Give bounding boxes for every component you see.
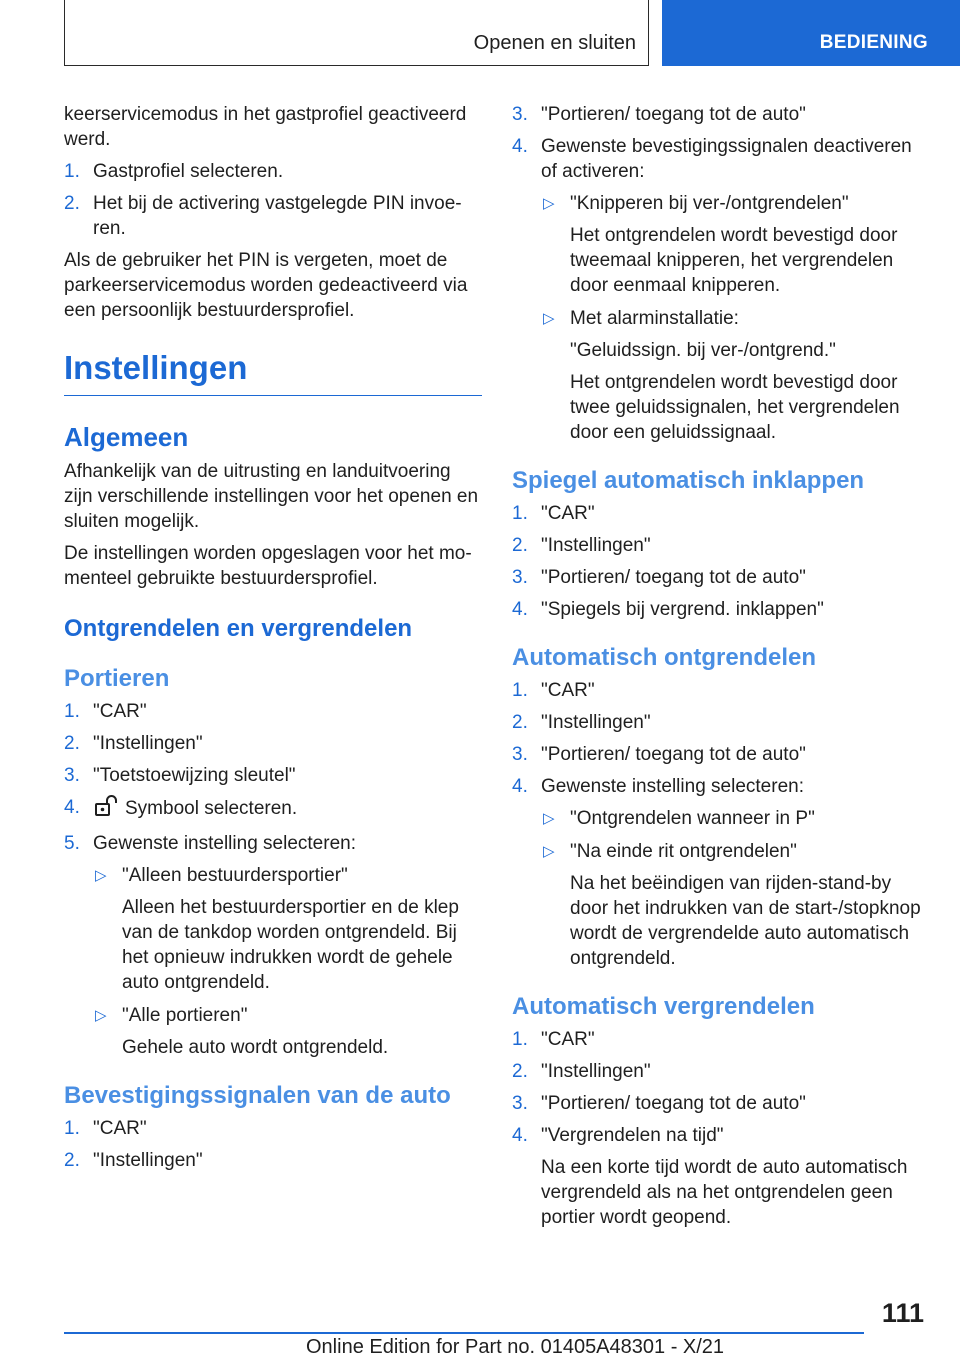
- bevestiging-steps-right: [512, 102, 932, 445]
- step-number: 4.: [512, 1125, 528, 1146]
- bullet-triangle-icon: ▷: [543, 843, 555, 860]
- bullet-triangle-icon: ▷: [543, 310, 555, 327]
- step-number: 3.: [64, 765, 80, 786]
- right-column: [512, 102, 932, 1237]
- intro-steps: [64, 159, 482, 241]
- page-number: 111: [881, 1298, 924, 1328]
- step-number: 2.: [512, 535, 528, 556]
- list-item: 4. Gewenste instelling selecteren: ▷ "Ontgrendelen wanneer in P" ▷ "Na einde rit ontgrendelen" Na het beëindigen van rijden-stand-by door het indrukken van de start-/stopknop wordt de vergrendelde auto automatisch ontgrendeld.: [512, 774, 932, 971]
- list-item: 2. "Instellingen": [64, 733, 203, 754]
- list-item: 4. Symbool selecteren.: [64, 795, 482, 824]
- list-item: 4. Gewenste bevestigingssignalen deactiveren of activeren: ▷ "Knipperen bij ver-/ontgrendelen" Het ontgrendelen wordt bevestigd door tweemaal knipperen, het vergrendelen door eenmaal knipperen. ▷ Met alarminstallatie: "Geluidssign. bij ver-/ontgrend." Het ontgrendelen wordt bevestigd door twee geluidssignalen, het vergrendelen door een geluidssignaal.: [512, 134, 932, 445]
- list-item: ▷ Met alarminstallatie: "Geluidssign. bij ver-/ontgrend." Het ontgrendelen wordt bevestigd door twee geluidssignalen, het vergrendelen door een geluidssignaal.: [543, 308, 900, 443]
- intro-text: keerservicemodus in het gastprofiel geactiveerd werd.: [64, 104, 467, 150]
- header-chapter-title: BEDIENING: [819, 32, 928, 53]
- list-item: 3. "Toetstoewijzing sleutel": [64, 765, 296, 786]
- list-item: ▷ "Na einde rit ontgrendelen" Na het beëindigen van rijden-stand-by door het indrukken van de start-/stopknop wordt de vergrendelde auto automatisch ontgrendeld.: [543, 841, 921, 969]
- list-item: ▷ "Alleen bestuurdersportier" Alleen het bestuurdersportier en de klep van de tankdop worden ontgrendeld. Bij het opnieuw indrukken wordt de gehele auto ontgrendeld.: [95, 865, 459, 993]
- bullet-triangle-icon: ▷: [543, 195, 555, 212]
- bevestiging-steps-left: [64, 1116, 482, 1173]
- step-number: 1.: [512, 680, 528, 701]
- bevestiging-options: [541, 191, 932, 445]
- auto-ontgrendelen-options: [541, 806, 932, 971]
- step-number: 3.: [512, 567, 528, 588]
- auto-vergrendelen-description: Na een korte tijd wordt de auto automatisch vergrendeld als na het ontgrendelen geen portier wordt geopend.: [541, 1157, 908, 1228]
- list-item: 1. Gastprofiel selecteren.: [64, 161, 284, 182]
- heading-automatisch-ontgrendelen: Automatisch ontgrendelen: [512, 644, 817, 671]
- step-number: 5.: [64, 833, 80, 854]
- heading-portieren: Portieren: [64, 665, 170, 692]
- footer-divider: [64, 1332, 864, 1334]
- heading-algemeen: Algemeen: [64, 422, 189, 452]
- step-number: 1.: [64, 161, 80, 182]
- list-item: 2. "Instellingen": [512, 1061, 651, 1082]
- list-item: 4. "Spiegels bij vergrend. inklappen": [512, 599, 824, 620]
- list-item: 3. "Portieren/ toegang tot de auto": [512, 104, 806, 125]
- step-number: 1.: [512, 1029, 528, 1050]
- step-number: 1.: [512, 503, 528, 524]
- step-number: 2.: [512, 712, 528, 733]
- heading-spiegel-inklappen: Spiegel automatisch inklappen: [512, 467, 865, 494]
- list-item: ▷ "Alle portieren" Gehele auto wordt ontgrendeld.: [95, 1005, 389, 1058]
- header-chapter-tab: [662, 0, 960, 66]
- list-item: 2. "Instellingen": [64, 1150, 203, 1171]
- heading-ontgrendelen-vergrendelen: Ontgrendelen en vergrendelen: [64, 615, 413, 642]
- heading-instellingen: Instellingen: [64, 349, 482, 396]
- auto-ontgrendelen-steps: [512, 678, 932, 971]
- step-number: 2.: [64, 733, 80, 754]
- step-number: 3.: [512, 1093, 528, 1114]
- portieren-steps: [64, 699, 482, 1060]
- step-number: 4.: [512, 599, 528, 620]
- intro-note: Als de gebruiker het PIN is vergeten, moet de parkeerservicemodus worden gedeactiveerd via een persoonlijk bestuurdersprofiel.: [64, 250, 468, 321]
- step-number: 2.: [512, 1061, 528, 1082]
- list-item: ▷ "Ontgrendelen wanneer in P": [543, 808, 815, 829]
- list-item: 1. "CAR": [512, 503, 595, 524]
- list-item: 3. "Portieren/ toegang tot de auto": [512, 744, 806, 765]
- left-column: [64, 102, 482, 1180]
- footer-edition: Online Edition for Part no. 01405A48301 - X/21: [306, 1336, 725, 1358]
- step-number: 3.: [512, 744, 528, 765]
- step-number: 3.: [512, 104, 528, 125]
- list-item: 2. "Instellingen": [512, 712, 651, 733]
- step-number: 1.: [64, 1118, 80, 1139]
- step-number: 2.: [64, 1150, 80, 1171]
- portieren-options: [93, 863, 482, 1060]
- bullet-triangle-icon: ▷: [543, 810, 555, 827]
- bullet-triangle-icon: ▷: [95, 867, 107, 884]
- algemeen-paragraph-1: Afhankelijk van de uitrusting en landuitvoering zijn verschillende instellingen voor het openen en sluiten mogelijk.: [64, 461, 479, 532]
- lock-open-icon: [93, 795, 121, 824]
- step-number: 2.: [64, 193, 80, 214]
- list-item: 2. Het bij de activering vastgelegde PIN invoeren.: [64, 193, 462, 239]
- spiegel-steps: [512, 501, 932, 622]
- algemeen-paragraph-2: De instellingen worden opgeslagen voor het momenteel gebruikte bestuurdersprofiel.: [64, 543, 472, 589]
- auto-vergrendelen-steps: [512, 1027, 932, 1230]
- list-item: 4. "Vergrendelen na tijd" Na een korte tijd wordt de auto automatisch vergrendeld als na het ontgrendelen geen portier wordt geopend.: [512, 1123, 932, 1230]
- heading-automatisch-vergrendelen: Automatisch vergrendelen: [512, 993, 815, 1020]
- step-number: 4.: [512, 136, 528, 157]
- list-item: 3. "Portieren/ toegang tot de auto": [512, 1093, 806, 1114]
- step-number: 4.: [512, 776, 528, 797]
- bullet-triangle-icon: ▷: [95, 1007, 107, 1024]
- step-number: 1.: [64, 701, 80, 722]
- list-item: 1. "CAR": [64, 1118, 147, 1139]
- list-item: 5. Gewenste instelling selecteren: ▷ "Alleen bestuurdersportier" Alleen het bestuurdersportier en de klep van de tankdop worden ontgrendeld. Bij het opnieuw indrukken wordt de gehele auto ontgrendeld. ▷ "Alle portieren" Gehele auto wordt ontgrendeld.: [64, 831, 482, 1060]
- heading-bevestigingssignalen: Bevestigingssignalen van de auto: [64, 1082, 451, 1109]
- list-item: 2. "Instellingen": [512, 535, 651, 556]
- list-item: 1. "CAR": [512, 1029, 595, 1050]
- list-item: 1. "CAR": [64, 701, 147, 722]
- list-item: 1. "CAR": [512, 680, 595, 701]
- step-number: 4.: [64, 797, 80, 818]
- list-item: ▷ "Knipperen bij ver-/ontgrendelen" Het ontgrendelen wordt bevestigd door tweemaal knipperen, het vergrendelen door eenmaal knipperen.: [543, 193, 898, 296]
- list-item: 3. "Portieren/ toegang tot de auto": [512, 567, 806, 588]
- header-section-box: [64, 0, 649, 66]
- header-section-title: Openen en sluiten: [473, 32, 636, 54]
